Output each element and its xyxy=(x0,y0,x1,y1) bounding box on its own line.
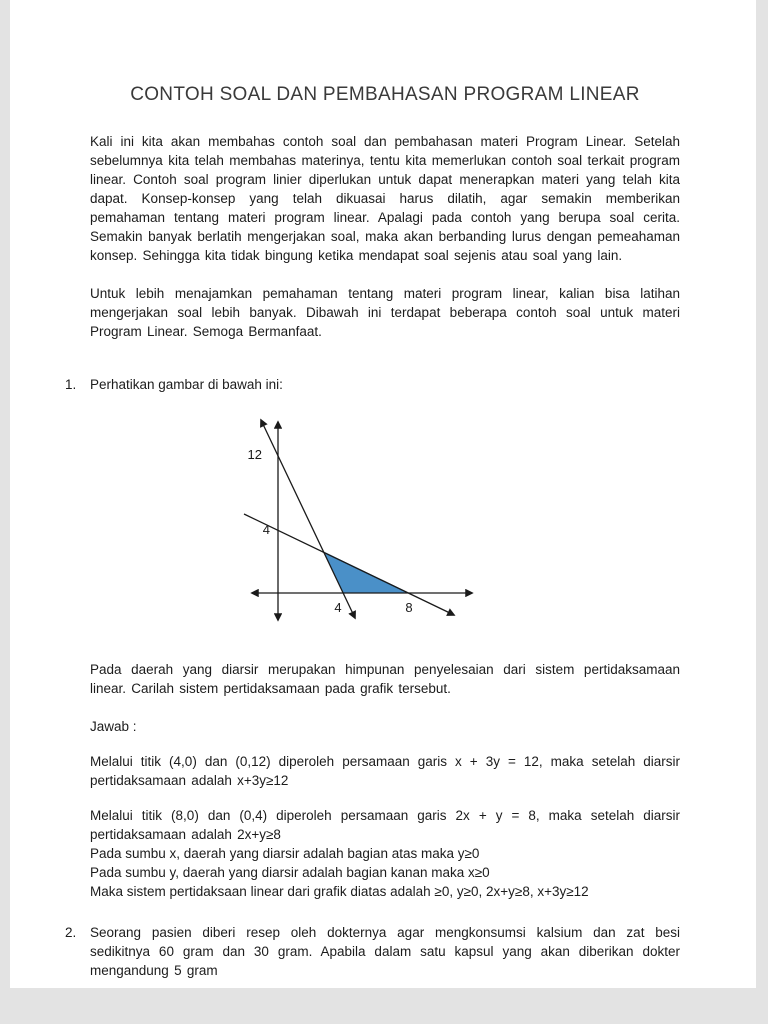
question-1-description: Pada daerah yang diarsir merupakan himpunan penyelesaian dari sistem pertidaksamaan linear. Carilah sistem pertidaksamaan pada grafik tersebut. xyxy=(90,662,680,696)
line-2x-plus-y-equals-8 xyxy=(244,514,454,615)
y-tick-12: 12 xyxy=(247,447,262,462)
answer-line-3: Pada sumbu x, daerah yang diarsir adalah bagian atas maka y≥0 xyxy=(90,846,480,861)
line-x-plus-3y-equals-12 xyxy=(261,420,355,618)
intro-paragraph-2: Untuk lebih menajamkan pemahaman tentang materi program linear, kalian bisa latihan mengerjakan soal lebih banyak. Dibawah ini terdapat beberapa contoh soal untuk materi Program Linear. Semoga Bermanfaat. xyxy=(90,286,680,339)
answer-line-2: Melalui titik (8,0) dan (0,4) diperoleh persamaan garis 2x + y = 8, maka setelah diarsir pertidaksamaan adalah 2x+y≥8 xyxy=(90,808,680,842)
question-1-number: 1. xyxy=(65,377,77,392)
x-tick-4: 4 xyxy=(334,600,342,615)
question-2-text: Seorang pasien diberi resep oleh dokternya agar mengkonsumsi kalsium dan zat besi sedikitnya 60 gram dan 30 gram. Apabila dalam satu kapsul yang akan diberikan dokter mengandung 5 gram xyxy=(90,925,680,978)
question-1-item xyxy=(65,375,680,394)
question-2-item xyxy=(65,923,680,980)
answer-line-1: Melalui titik (4,0) dan (0,12) diperoleh persamaan garis x + 3y = 12, maka setelah diarsir pertidaksamaan adalah x+3y≥12 xyxy=(90,754,680,788)
answer-line-4: Pada sumbu y, daerah yang diarsir adalah bagian kanan maka x≥0 xyxy=(90,865,490,880)
linear-program-graph xyxy=(228,408,488,640)
y-tick-4: 4 xyxy=(262,522,270,537)
question-1-prompt: Perhatikan gambar di bawah ini: xyxy=(90,377,283,392)
answer-line-5: Maka sistem pertidaksaan linear dari grafik diatas adalah ≥0, y≥0, 2x+y≥8, x+3y≥12 xyxy=(90,884,589,899)
answer-block-2 xyxy=(90,806,680,901)
graph-canvas xyxy=(228,408,488,640)
document-page xyxy=(10,0,756,988)
page-title: CONTOH SOAL DAN PEMBAHASAN PROGRAM LINEAR xyxy=(130,84,640,105)
intro-paragraph-1: Kali ini kita akan membahas contoh soal dan pembahasan materi Program Linear. Setelah sebelumnya kita telah membahas materinya, tentu kita memerlukan contoh soal terkait program linear. Contoh soal program linier diperlukan untuk dapat menerapkan materi yang telah kita dapat. Konsep-konsep yang telah dikuasai harus dilatih, agar semakin memberikan pemahaman tentang materi program linear. Apalagi pada contoh yang berupa soal cerita. Semakin banyak berlatih mengerjakan soal, maka akan berbanding lurus dengan pemeahaman konsep. Sehingga kita tidak bingung ketika mendapat soal sejenis atau soal yang lain. xyxy=(90,134,680,263)
x-tick-8: 8 xyxy=(405,600,413,615)
answer-label: Jawab : xyxy=(90,719,137,734)
question-2-number: 2. xyxy=(65,925,77,940)
